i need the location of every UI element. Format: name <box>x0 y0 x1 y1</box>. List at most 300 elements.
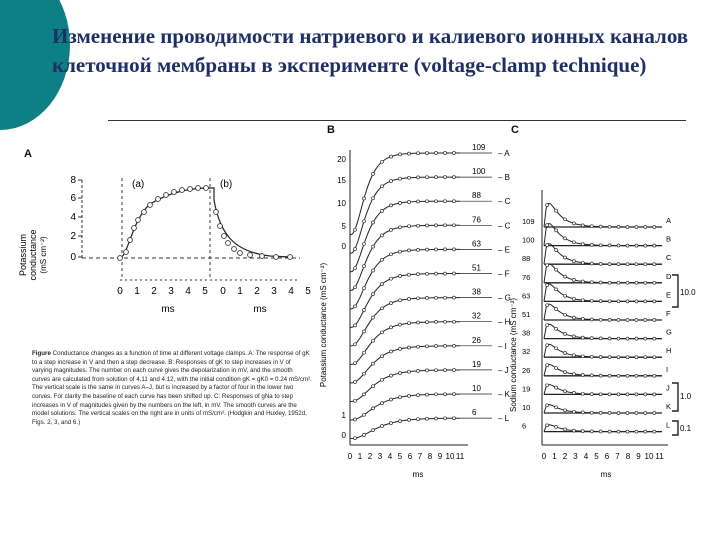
panel-b-xtick: 6 <box>407 452 413 461</box>
panel-c-point <box>608 337 611 340</box>
panel-c-point <box>626 263 629 266</box>
panel-c-point <box>608 430 611 433</box>
panel-b-point <box>390 204 393 207</box>
panel-b-point <box>444 369 447 372</box>
panel-c-point <box>599 430 602 433</box>
panel-c-point <box>555 406 558 409</box>
panel-a-xtick-a: 2 <box>151 286 157 297</box>
panel-c-curve-value: 32 <box>522 347 531 357</box>
panel-b-point <box>381 209 384 212</box>
panel-c-point <box>572 410 575 413</box>
panel-c-scale: 10.0 <box>680 288 696 297</box>
panel-c-point <box>635 244 638 247</box>
panel-c-curve-value: 100 <box>522 235 535 245</box>
panel-c-point <box>617 337 620 340</box>
panel-b-curve-letter: – K <box>498 390 511 399</box>
panel-c-curve-letter: L <box>666 420 671 430</box>
panel-c-point <box>617 300 620 303</box>
panel-a-ylabel-2: conductance <box>28 229 38 281</box>
panel-b-point <box>444 417 447 420</box>
panel-c-point <box>546 284 549 287</box>
panel-a-xtick-b: 1 <box>237 286 243 297</box>
panel-b-point <box>453 224 456 227</box>
panel-b-point <box>444 200 447 203</box>
panel-b-point <box>354 286 357 289</box>
panel-b-point <box>390 350 393 353</box>
panel-c-point <box>599 337 602 340</box>
panel-c-point <box>644 337 647 340</box>
panel-b-point <box>363 242 366 245</box>
panel-c-point <box>653 393 656 396</box>
panel-c-xtick: 11 <box>655 452 664 461</box>
panel-c-point <box>617 318 620 321</box>
panel-c-point <box>653 226 656 229</box>
panel-c-point <box>617 356 620 359</box>
panel-b-curve-value: 63 <box>472 239 481 249</box>
panel-b-point <box>426 369 429 372</box>
panel-c-curve-letter: H <box>666 346 672 356</box>
divider-rule <box>108 120 686 121</box>
panel-b-xtick: 7 <box>417 452 423 461</box>
panel-b-point <box>363 413 366 416</box>
panel-a-xtick-b: 0 <box>220 286 226 297</box>
panel-a-ytick: 0 <box>70 252 76 263</box>
panel-b-point <box>408 273 411 276</box>
panel-b-point <box>408 152 411 155</box>
panel-c-xtick: 8 <box>625 452 631 461</box>
panel-c-point <box>644 281 647 284</box>
panel-c-ylabel: Sodium conductance (mS cm⁻²) <box>509 297 518 413</box>
panel-b-point <box>390 374 393 377</box>
panel-b-point <box>435 200 438 203</box>
panel-b-point <box>444 152 447 155</box>
panel-b-point <box>372 429 375 432</box>
panel-b-point <box>354 248 357 251</box>
panel-c-point <box>546 204 549 207</box>
panel-b-curve-letter: – E <box>498 245 511 255</box>
panel-c-curve <box>544 264 662 283</box>
panel-b-curve-letter: – A <box>498 149 510 158</box>
panel-b-point <box>354 305 357 308</box>
panel-c-point <box>599 262 602 265</box>
panel-b-point <box>435 272 438 275</box>
panel-b-point <box>390 180 393 183</box>
page-title <box>52 22 712 80</box>
panel-c-point <box>599 411 602 414</box>
panel-c-point <box>644 430 647 433</box>
panel-c-point <box>608 318 611 321</box>
panel-b-point <box>426 393 429 396</box>
panel-b-point <box>435 248 438 251</box>
panel-c-point <box>599 374 602 377</box>
panel-c-point <box>564 294 567 297</box>
panel-c-point <box>653 244 656 247</box>
panel-c-point <box>581 336 584 339</box>
panel-c-xtick: 7 <box>615 452 620 461</box>
panel-b-xtick: 5 <box>397 452 403 461</box>
panel-b-point <box>435 320 438 323</box>
panel-c-xtick: 6 <box>604 452 610 461</box>
panel-b-xtick: 2 <box>367 452 373 461</box>
panel-c-point <box>546 264 549 267</box>
panel-b-point <box>426 296 429 299</box>
panel-b-curve <box>350 249 460 309</box>
panel-b-point <box>399 250 402 253</box>
panel-a-xtick-a: 3 <box>168 286 174 297</box>
panel-c-point <box>564 275 567 278</box>
panel-c-point <box>572 260 575 263</box>
panel-b-point <box>399 420 402 423</box>
panel-c-point <box>617 430 620 433</box>
panel-c-point <box>572 316 575 319</box>
panel-b-label: B <box>327 124 335 136</box>
panel-a-label: A <box>24 148 32 160</box>
panel-b-point <box>417 248 420 251</box>
panel-b-ytick: 5 <box>341 222 346 231</box>
panel-c-curve-letter: B <box>666 234 672 244</box>
panel-b-point <box>381 283 384 286</box>
panel-b-point <box>363 309 366 312</box>
panel-c-curve-value: 51 <box>522 310 531 319</box>
panel-b-curve-letter: – G <box>498 293 511 303</box>
panel-c-point <box>644 374 647 377</box>
panel-b-point <box>399 275 402 278</box>
panel-c-xtick: 1 <box>552 452 557 461</box>
panel-c-point <box>644 263 647 266</box>
panel-a-ytick: 4 <box>70 212 76 223</box>
panel-c-point <box>555 288 558 291</box>
panel-b-point <box>372 221 375 224</box>
panel-b-ytick-small: 1 <box>341 411 346 420</box>
panel-c-curve-value: 6 <box>522 421 527 431</box>
panel-c-point <box>626 393 629 396</box>
panel-c-point <box>626 374 629 377</box>
panel-c-point <box>653 430 656 433</box>
panel-b-point <box>426 248 429 251</box>
panel-c-point <box>635 412 638 415</box>
panel-c-point <box>581 392 584 395</box>
panel-c-point <box>564 313 567 316</box>
panel-b-point <box>435 224 438 227</box>
panel-b-point <box>354 228 357 231</box>
panel-c-point <box>590 225 593 228</box>
panel-c-curve <box>544 385 662 395</box>
panel-b-curve-value: 38 <box>472 287 481 297</box>
panel-c-curve-value: 63 <box>522 291 531 301</box>
panel-c-point <box>653 337 656 340</box>
panel-a-ylabel-1: Potassium <box>18 233 28 277</box>
panel-c-point <box>635 356 638 359</box>
panel-b-point <box>381 160 384 163</box>
panel-c-point <box>546 244 549 247</box>
panel-c-point <box>653 356 656 359</box>
panel-c-curve-value: 19 <box>522 384 531 394</box>
panel-c-point <box>590 299 593 302</box>
panel-b-point <box>372 385 375 388</box>
panel-c-point <box>546 304 549 307</box>
panel-b-curve-value: 10 <box>472 384 481 393</box>
panel-b-point <box>354 267 357 270</box>
panel-b-point <box>426 152 429 155</box>
panel-b-point <box>408 298 411 301</box>
panel-b-point <box>435 176 438 179</box>
panel-b-point <box>363 393 366 396</box>
panel-c-point <box>608 411 611 414</box>
panel-b-curve-value: 100 <box>472 167 486 177</box>
panel-b-curve-value: 19 <box>472 359 481 369</box>
panel-b-point <box>354 418 357 421</box>
panel-b-point <box>453 369 456 372</box>
panel-b-point <box>453 393 456 396</box>
panel-c-point <box>653 263 656 266</box>
panel-b-point <box>390 326 393 329</box>
panel-c-point <box>617 412 620 415</box>
panel-b-ytick-small: 0 <box>341 431 346 440</box>
panel-b-point <box>381 307 384 310</box>
panel-c-point <box>617 393 620 396</box>
panel-c-point <box>653 281 656 284</box>
panel-b-point <box>408 370 411 373</box>
panel-b-point <box>417 369 420 372</box>
panel-b-curve-value: 109 <box>472 143 486 152</box>
panel-a-ylabel-3: (mS cm⁻²) <box>39 236 48 274</box>
panel-b-point <box>354 362 357 365</box>
panel-b-point <box>390 253 393 256</box>
panel-c-point <box>546 384 549 387</box>
panel-b-point <box>453 200 456 203</box>
panel-c-point <box>644 393 647 396</box>
panel-c-point <box>608 300 611 303</box>
panel-b-point <box>390 277 393 280</box>
panel-b-curve-letter: – C <box>498 221 511 231</box>
panel-c-curve-letter: J <box>666 383 670 393</box>
panel-b-point <box>435 369 438 372</box>
panel-b-point <box>444 320 447 323</box>
panel-b-point <box>381 402 384 405</box>
panel-b-curve-letter: – C <box>498 197 511 207</box>
panel-b-xtick: 8 <box>427 452 433 461</box>
panel-b-point <box>408 176 411 179</box>
panel-b-point <box>390 398 393 401</box>
panel-b-point <box>372 407 375 410</box>
panel-c-point <box>590 337 593 340</box>
panel-c-point <box>564 352 567 355</box>
panel-c-point <box>608 281 611 284</box>
panel-a-ytick: 6 <box>70 193 76 204</box>
panel-c-point <box>581 261 584 264</box>
panel-c-point <box>626 319 629 322</box>
panel-a-figure <box>20 160 310 320</box>
panel-c-point <box>590 374 593 377</box>
panel-c-point <box>581 317 584 320</box>
panel-b-point <box>426 417 429 420</box>
panel-b-point <box>426 321 429 324</box>
panel-c-curve-value: 88 <box>522 254 531 264</box>
panel-b-curve-value: 76 <box>472 215 481 225</box>
panel-c-point <box>564 409 567 412</box>
panel-c-curve-letter: I <box>666 364 669 374</box>
panel-b-point <box>426 176 429 179</box>
panel-a-xtick-a: 4 <box>185 286 191 297</box>
panel-b-point <box>435 296 438 299</box>
panel-c-point <box>635 337 638 340</box>
panel-c-point <box>644 226 647 229</box>
panel-b-point <box>453 296 456 299</box>
panel-b-point <box>444 393 447 396</box>
panel-b-point <box>417 345 420 348</box>
panel-b-point <box>381 331 384 334</box>
panel-b-point <box>426 224 429 227</box>
panel-c-point <box>581 411 584 414</box>
panel-c-curve <box>544 324 662 338</box>
panel-c-point <box>644 319 647 322</box>
panel-a-xtick-b: 3 <box>271 286 277 297</box>
panel-a-ytick: 2 <box>70 231 76 242</box>
panel-c-point <box>608 244 611 247</box>
panel-b-point <box>399 323 402 326</box>
panel-a-sub-a: (a) <box>132 179 145 190</box>
panel-b-point <box>408 322 411 325</box>
panel-b-xtick: 10 <box>445 452 455 461</box>
panel-c-point <box>617 281 620 284</box>
title-line-1: Изменение проводимости натриевого и калиевого ионных каналов <box>52 24 689 48</box>
panel-c-point <box>572 297 575 300</box>
panel-c-point <box>635 226 638 229</box>
panel-b-ytick: 10 <box>337 199 346 208</box>
figure-caption <box>32 350 312 427</box>
panel-a-xtick-a: 5 <box>202 286 208 297</box>
panel-c-point <box>617 225 620 228</box>
panel-c-point <box>555 209 558 212</box>
panel-c-point <box>599 281 602 284</box>
panel-b-point <box>381 425 384 428</box>
panel-c-point <box>617 244 620 247</box>
panel-c-point <box>555 367 558 370</box>
panel-c-point <box>617 374 620 377</box>
panel-b-point <box>408 201 411 204</box>
panel-b-point <box>426 345 429 348</box>
panel-c-point <box>581 224 584 227</box>
panel-b-point <box>372 362 375 365</box>
caption-text: Conductance changes as a function of time at different voltage clamps. A: The response of gK to a step increase in V and then a step decrease. B: Responses of gK to step increases in V of varying magnitudes. The number on each curve gives the depolarization in mV, and the smooth curves are calculated from solution of 4.11 and 4.12, with the initial condition gK = gK0 = 0.24 mS/cm². The vertical scale is the same in curves A–J, but is increased by a factor of four in the lower two curves. For clarity the baseline of each curve has been shifted up. C: Responses of gNa to step increases in V of magnitudes given by the numbers on the left, in mV. The smooth curves are the model solutions. The vertical scales on the right are in units of mS/cm². (Hodgkin and Huxley, 1952d, Figs. 2, 3, and 6.) <box>32 350 312 426</box>
panel-a-xtick-a: 1 <box>134 286 140 297</box>
panel-c-point <box>599 300 602 303</box>
panel-c-point <box>572 391 575 394</box>
panel-c-point <box>555 229 558 232</box>
panel-c-point <box>653 300 656 303</box>
panel-b-point <box>381 234 384 237</box>
panel-b-point <box>399 396 402 399</box>
panel-c-point <box>555 347 558 350</box>
panel-c-curve <box>544 284 662 301</box>
panel-c-point <box>564 256 567 259</box>
panel-b-ytick: 20 <box>337 155 346 164</box>
panel-c-point <box>572 335 575 338</box>
panel-b-xtick: 9 <box>437 452 443 461</box>
panel-c-curve <box>544 344 662 357</box>
panel-b-point <box>417 200 420 203</box>
panel-b-point <box>408 225 411 228</box>
panel-b-point <box>408 394 411 397</box>
panel-c-point <box>564 237 567 240</box>
panel-c-point <box>590 393 593 396</box>
panel-c-scale: 0.1 <box>680 424 692 433</box>
panel-c-point <box>626 226 629 229</box>
panel-b-point <box>417 394 420 397</box>
panel-b-point <box>453 344 456 347</box>
panel-b-xtick: 3 <box>377 452 383 461</box>
panel-b-point <box>444 176 447 179</box>
panel-b-point <box>399 202 402 205</box>
panel-c-curve <box>544 304 662 320</box>
panel-b-point <box>354 324 357 327</box>
panel-c-point <box>653 374 656 377</box>
panel-b-point <box>435 393 438 396</box>
panel-c-xtick: 5 <box>594 452 599 461</box>
panel-b-point <box>363 220 366 223</box>
panel-b-curve-letter: – L <box>498 414 510 424</box>
panel-b-xlabel: ms <box>412 470 424 479</box>
panel-b-point <box>354 381 357 384</box>
panel-c-point <box>626 281 629 284</box>
panel-c-point <box>555 268 558 271</box>
panel-c-xlabel: ms <box>600 470 612 479</box>
panel-b-point <box>372 269 375 272</box>
panel-b-curve <box>350 394 460 420</box>
panel-c-point <box>555 308 558 311</box>
panel-c-point <box>564 332 567 335</box>
panel-c-point <box>626 244 629 247</box>
panel-b-curve-value: 88 <box>472 191 481 201</box>
panel-b-curve-letter: – J <box>498 365 509 375</box>
panel-c-point <box>590 355 593 358</box>
panel-c-point <box>608 263 611 266</box>
panel-b-xtick: 11 <box>455 452 465 461</box>
panel-b-point <box>435 417 438 420</box>
panel-b-point <box>390 155 393 158</box>
panel-b-curve <box>350 418 460 438</box>
panel-b-point <box>453 248 456 251</box>
panel-b-point <box>444 272 447 275</box>
panel-c-curve-letter: A <box>666 216 672 225</box>
panel-c-point <box>635 281 638 284</box>
panel-b-curve-value: 51 <box>472 263 481 273</box>
panel-a-sub-b: (b) <box>220 179 233 190</box>
panel-c-point <box>644 412 647 415</box>
panel-b-point <box>372 197 375 200</box>
panel-c-point <box>581 243 584 246</box>
panel-c-curve-letter: F <box>666 309 671 318</box>
panel-c-point <box>608 393 611 396</box>
panel-c-point <box>635 263 638 266</box>
panel-c-curve <box>544 365 662 376</box>
panel-b-point <box>453 272 456 275</box>
panel-b-point <box>363 433 366 436</box>
panel-c-point <box>572 278 575 281</box>
panel-c-point <box>581 430 584 433</box>
panel-b-curve-letter: – F <box>498 269 510 279</box>
panel-c-point <box>572 429 575 432</box>
panel-b-point <box>408 418 411 421</box>
panel-c-point <box>608 356 611 359</box>
panel-b-point <box>453 176 456 179</box>
panel-c-point <box>653 319 656 322</box>
panel-c-point <box>564 428 567 431</box>
panel-c-xtick: 9 <box>636 452 641 461</box>
panel-c-point <box>555 386 558 389</box>
panel-c-point <box>599 318 602 321</box>
panel-b-point <box>444 344 447 347</box>
